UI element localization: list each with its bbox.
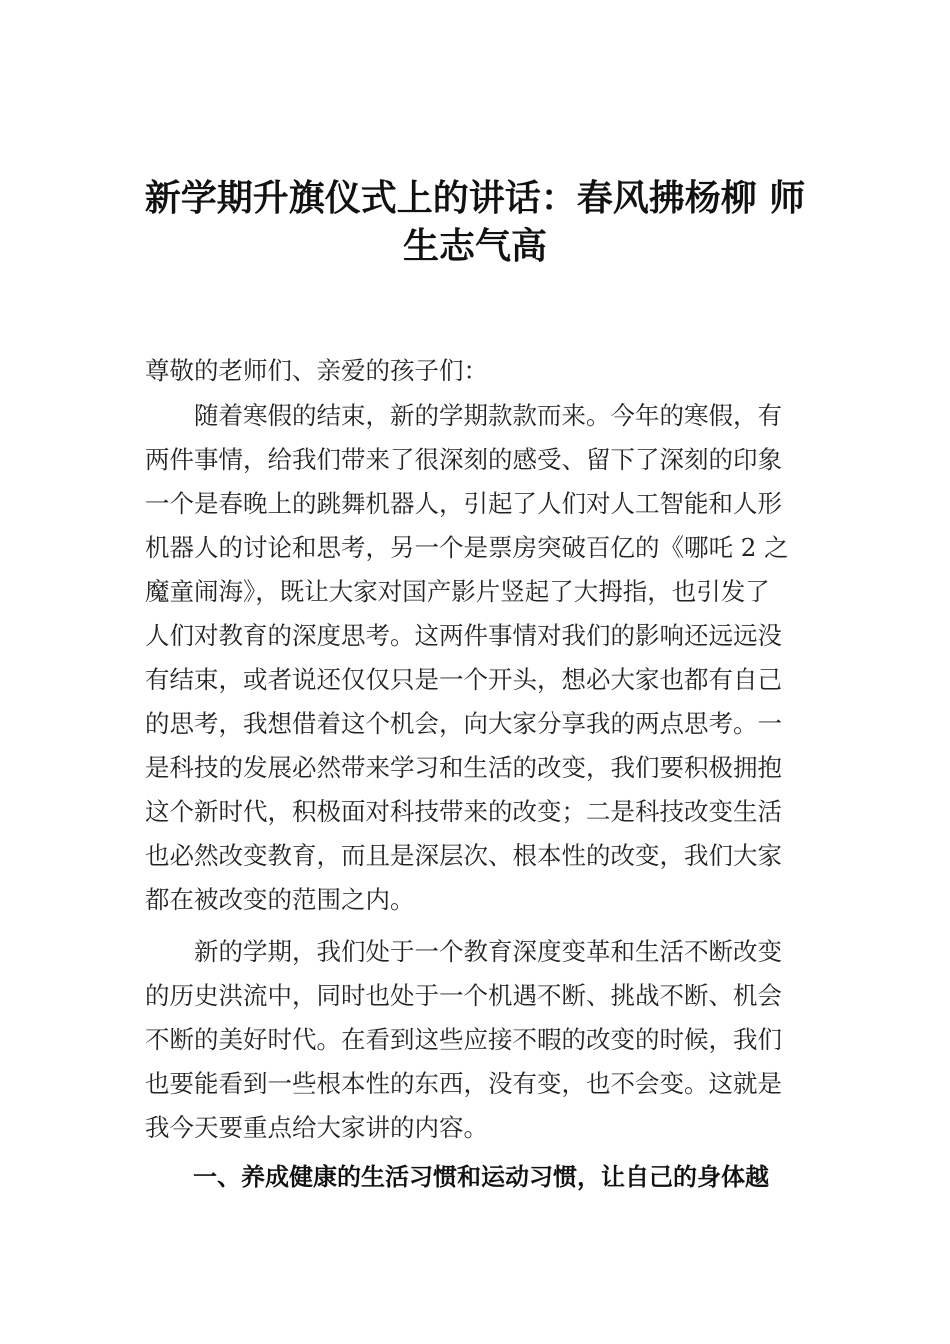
paragraph-1-line-8: 的思考，我想借着这个机会，向大家分享我的两点思考。一 bbox=[145, 709, 782, 738]
paragraph-2-line-2: 的历史洪流中，同时也处于一个机遇不断、挑战不断、机会 bbox=[145, 981, 782, 1010]
salutation: 尊敬的老师们、亲爱的孩子们： bbox=[145, 356, 488, 385]
paragraph-1-line-7: 有结束，或者说还仅仅只是一个开头，想必大家也都有自己 bbox=[145, 665, 782, 694]
paragraph-2-line-5: 我今天要重点给大家讲的内容。 bbox=[145, 1113, 488, 1142]
paragraph-1-line-2: 两件事情，给我们带来了很深刻的感受、留下了深刻的印象 bbox=[145, 445, 782, 474]
paragraph-2-line-4: 也要能看到一些根本性的东西，没有变，也不会变。这就是 bbox=[145, 1069, 782, 1098]
paragraph-1-line-10: 这个新时代，积极面对科技带来的改变；二是科技改变生活 bbox=[145, 797, 782, 826]
section-heading-1: 一、养成健康的生活习惯和运动习惯，让自己的身体越 bbox=[145, 1163, 769, 1191]
paragraph-2-line-1: 新的学期，我们处于一个教育深度变革和生活不断改变 bbox=[145, 937, 782, 966]
paragraph-2-line-3: 不断的美好时代。在看到这些应接不暇的改变的时候，我们 bbox=[145, 1025, 782, 1054]
paragraph-1-line-6: 人们对教育的深度思考。这两件事情对我们的影响还远远没 bbox=[145, 621, 782, 650]
paragraph-1-line-1: 随着寒假的结束，新的学期款款而来。今年的寒假，有 bbox=[145, 401, 782, 430]
paragraph-1-line-12: 都在被改变的范围之内。 bbox=[145, 885, 415, 914]
paragraph-1-line-5: 魔童闹海》，既让大家对国产影片竖起了大拇指，也引发了 bbox=[145, 577, 770, 606]
document-title-line-2: 生志气高 bbox=[402, 225, 547, 267]
paragraph-1-line-4: 机器人的讨论和思考，另一个是票房突破百亿的《哪吒 2 之 bbox=[145, 533, 789, 562]
paragraph-1-line-11: 也必然改变教育，而且是深层次、根本性的改变，我们大家 bbox=[145, 841, 782, 870]
paragraph-1-line-9: 是科技的发展必然带来学习和生活的改变，我们要积极拥抱 bbox=[145, 753, 782, 782]
paragraph-1-line-3: 一个是春晚上的跳舞机器人，引起了人们对人工智能和人形 bbox=[145, 489, 782, 518]
document-title-line-1: 新学期升旗仪式上的讲话：春风拂杨柳 师 bbox=[144, 177, 806, 219]
